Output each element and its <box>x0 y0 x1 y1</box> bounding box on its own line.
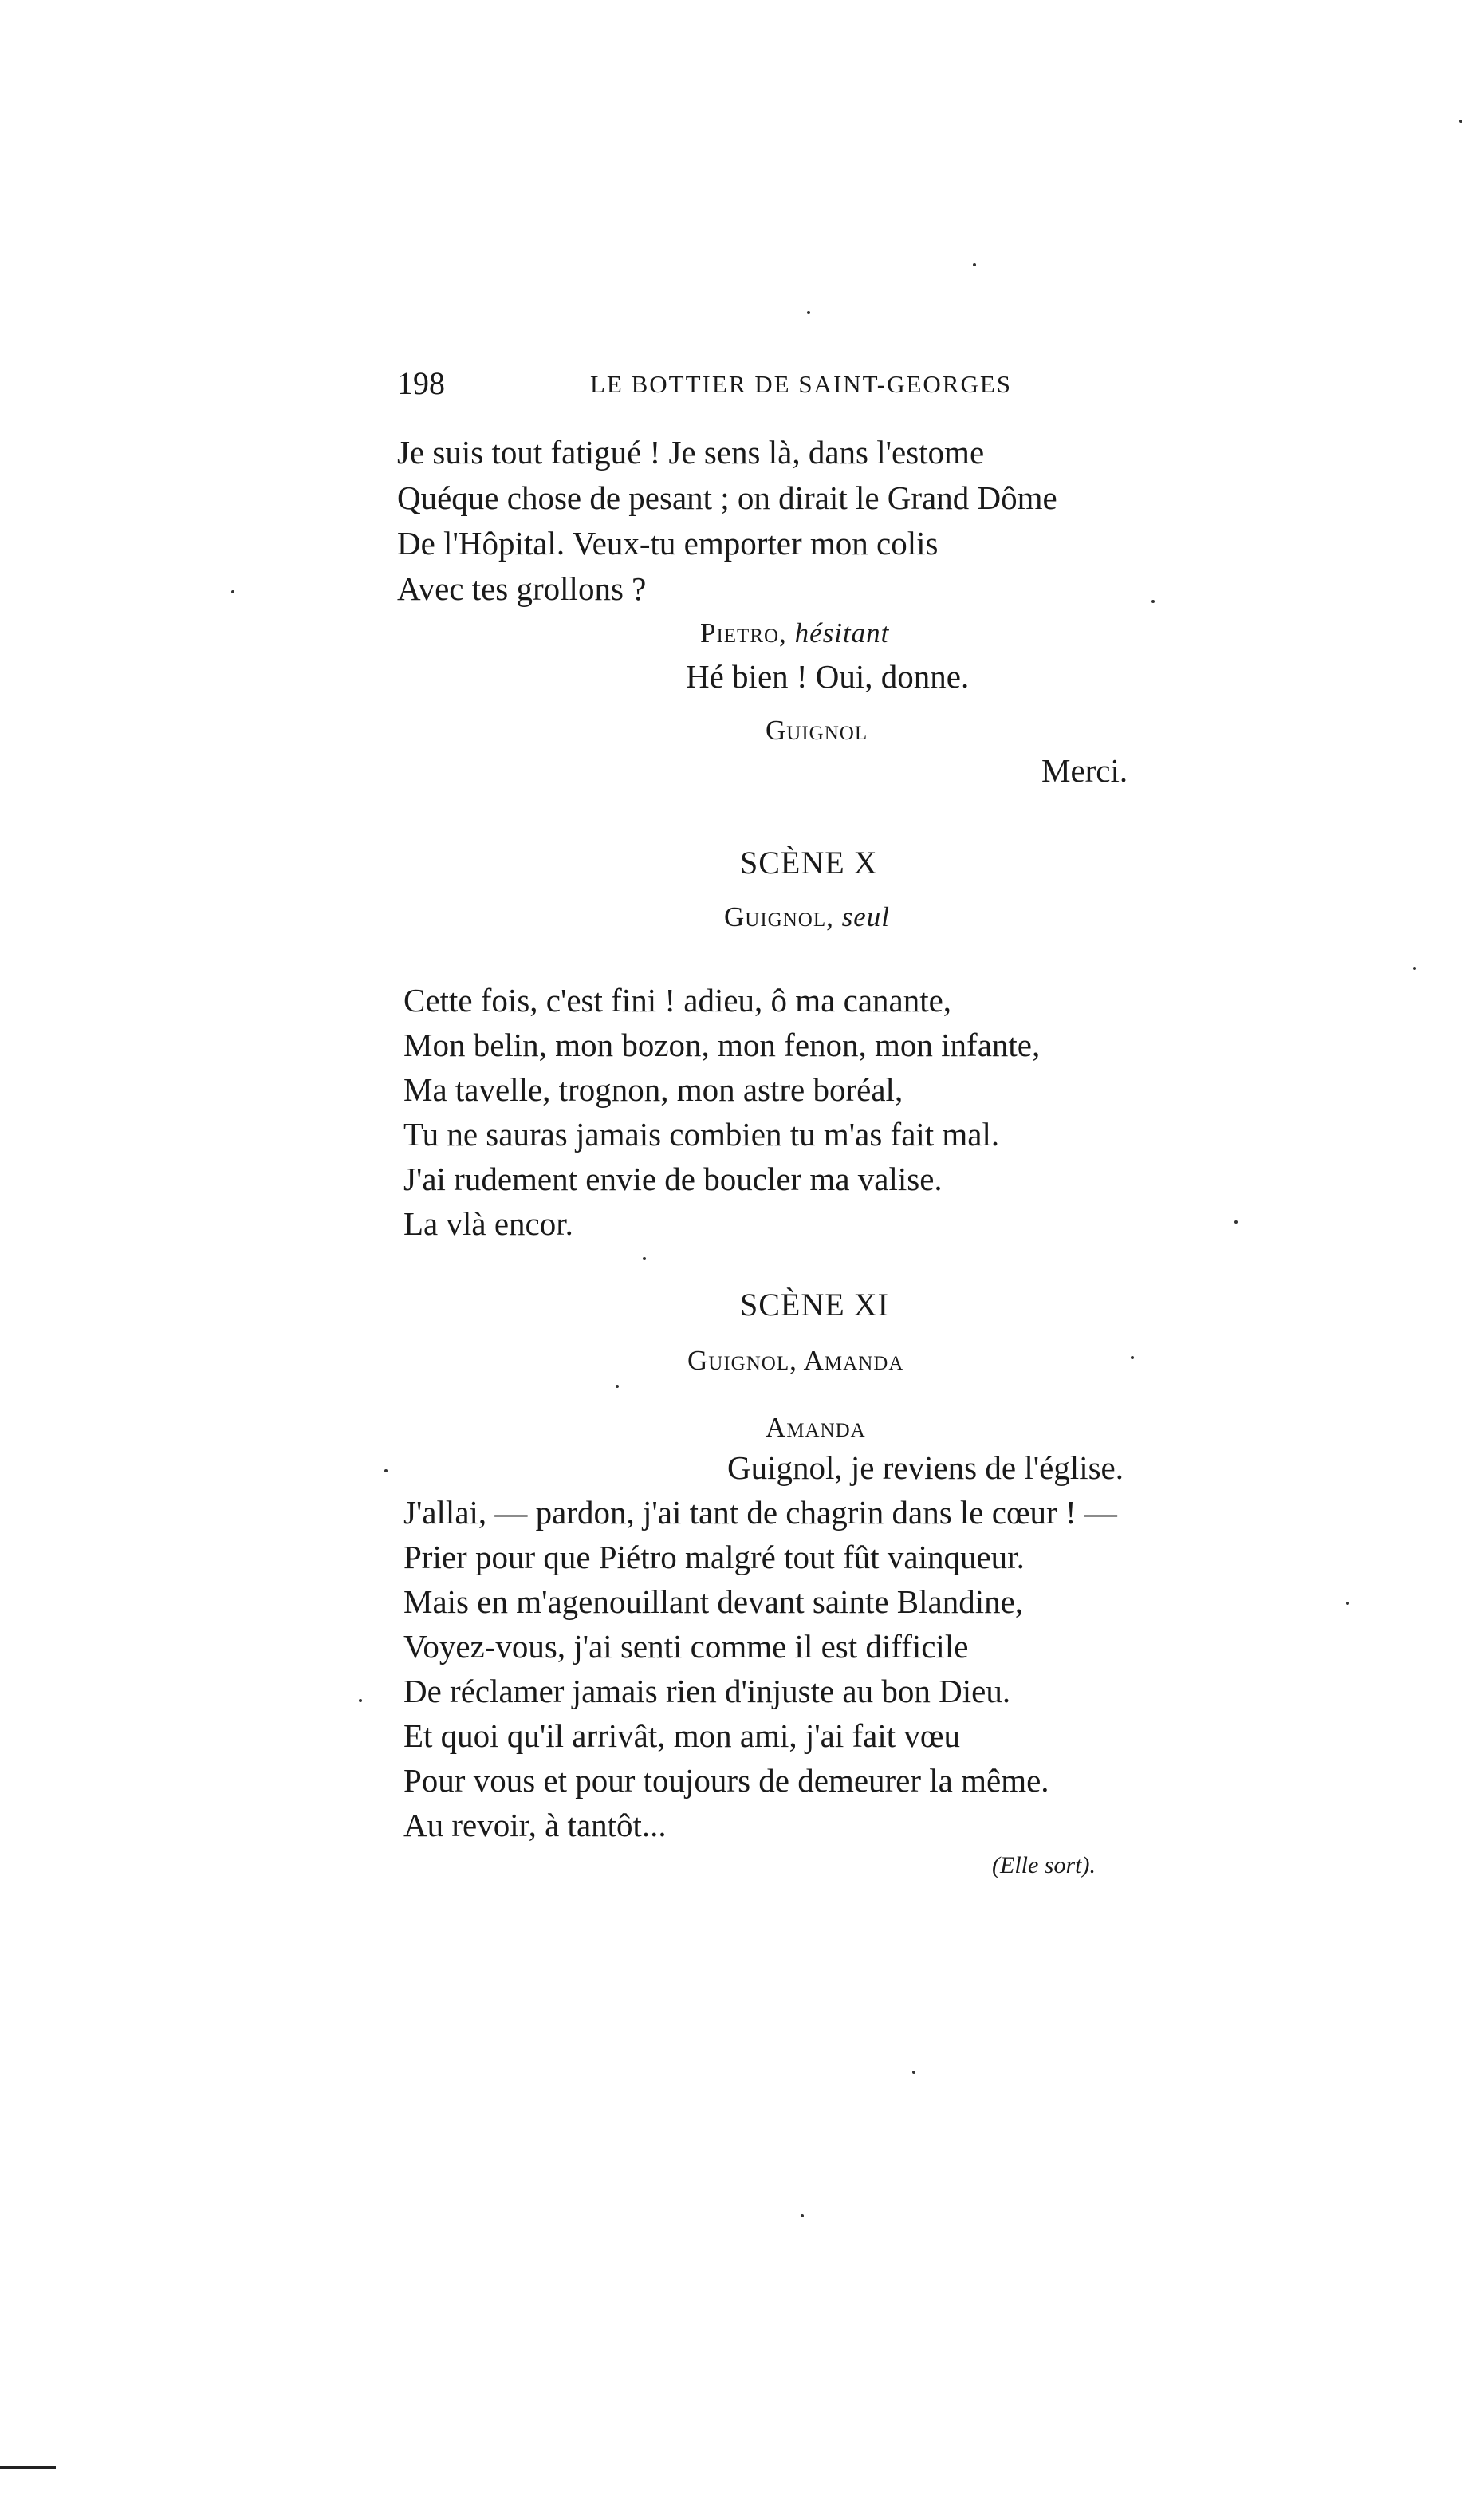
scan-speck <box>1413 967 1416 970</box>
verse-line: Au revoir, à tantôt... <box>403 1807 667 1843</box>
verse-line: Ma tavelle, trognon, mon astre boréal, <box>403 1071 903 1108</box>
scene-title: SCÈNE X <box>740 845 878 881</box>
verse-line: Prier pour que Piétro malgré tout fût vainqueur. <box>403 1539 1025 1575</box>
stage-direction: hésitant <box>794 617 890 648</box>
character-name: Guignol, <box>724 901 834 932</box>
running-header: LE BOTTIER DE SAINT-GEORGES <box>590 370 1013 398</box>
verse-line: Je suis tout fatigué ! Je sens là, dans l'estome <box>397 434 985 471</box>
verse-line: De réclamer jamais rien d'injuste au bon Dieu. <box>403 1673 1011 1709</box>
scan-speck <box>231 590 234 593</box>
verse-line: J'ai rudement envie de boucler ma valise. <box>403 1161 943 1197</box>
scan-edge-mark <box>0 2466 56 2469</box>
verse-line: Cette fois, c'est fini ! adieu, ô ma canante, <box>403 982 952 1019</box>
verse-line: La vlà encor. <box>403 1205 573 1242</box>
scene-characters: Guignol, Amanda <box>687 1345 904 1376</box>
scan-speck <box>359 1699 362 1702</box>
verse-line: Hé bien ! Oui, donne. <box>686 658 970 695</box>
verse-line: J'allai, — pardon, j'ai tant de chagrin dans le cœur ! — <box>403 1494 1117 1531</box>
verse-line: Avec tes grollons ? <box>397 570 647 607</box>
scan-speck <box>801 2214 804 2217</box>
verse-line: De l'Hôpital. Veux-tu emporter mon colis <box>397 525 939 562</box>
verse-line: Pour vous et pour toujours de demeurer la même. <box>403 1762 1049 1799</box>
stage-direction: (Elle sort). <box>992 1852 1096 1878</box>
scan-speck <box>643 1257 646 1260</box>
scan-speck <box>1346 1602 1349 1605</box>
scan-speck <box>1234 1220 1238 1224</box>
scan-speck <box>1131 1356 1134 1359</box>
page-number: 198 <box>397 365 445 401</box>
verse-line: Et quoi qu'il arrivât, mon ami, j'ai fait vœu <box>403 1717 960 1754</box>
speaker-label <box>700 617 889 649</box>
scan-speck <box>384 1469 388 1472</box>
verse-line: Merci. <box>1041 752 1128 789</box>
stage-direction: seul <box>841 901 890 932</box>
scan-speck <box>973 263 976 266</box>
verse-line: Tu ne sauras jamais combien tu m'as fait mal. <box>403 1116 1000 1153</box>
verse-line: Mon belin, mon bozon, mon fenon, mon infante, <box>403 1027 1041 1063</box>
scan-speck <box>616 1385 619 1388</box>
verse-line: Mais en m'agenouillant devant sainte Blandine, <box>403 1583 1024 1620</box>
speaker-name: Pietro, <box>700 617 787 648</box>
scene-characters <box>724 901 890 933</box>
verse-line: Voyez-vous, j'ai senti comme il est difficile <box>403 1628 969 1665</box>
speaker-label: Amanda <box>766 1412 866 1443</box>
verse-line: Quéque chose de pesant ; on dirait le Grand Dôme <box>397 479 1057 516</box>
scan-speck <box>912 2071 915 2074</box>
scan-speck <box>1459 120 1462 123</box>
speaker-label: Guignol <box>766 715 868 746</box>
scan-speck <box>807 311 810 314</box>
scan-speck <box>1151 600 1155 603</box>
verse-line: Guignol, je reviens de l'église. <box>727 1449 1124 1486</box>
scene-title: SCÈNE XI <box>740 1287 889 1322</box>
